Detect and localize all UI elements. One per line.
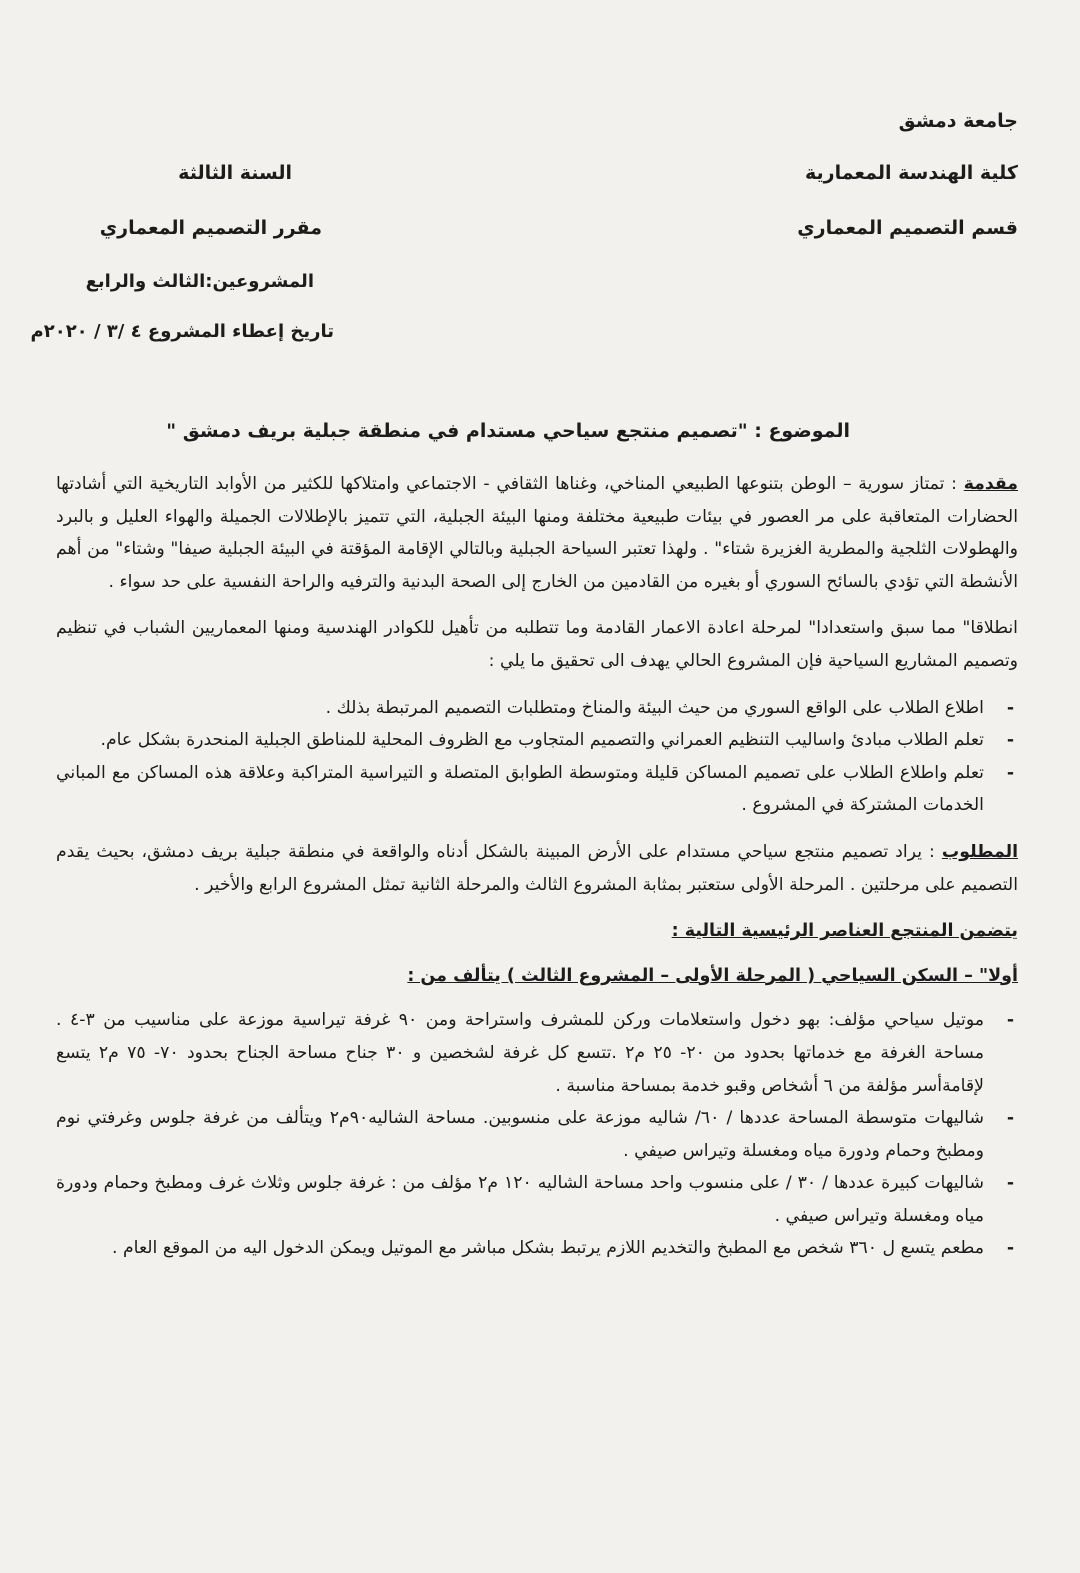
- required-text: : يراد تصميم منتجع سياحي مستدام على الأرض المبينة بالشكل أدناه والواقعة في منطقة جبلية بريف دمشق، بحيث يقدم التصميم على مرحلتين . المرحلة الأولى ستعتبر بمثابة المشروع الثالث والمرحلة الثانية تمثل المشروع الرابع والأخير .: [56, 841, 1018, 895]
- required-paragraph: [56, 836, 1018, 901]
- components-heading: يتضمن المنتجع العناصر الرئيسية التالية :: [671, 921, 1018, 942]
- required-label: المطلوب: [941, 841, 1018, 862]
- purpose-paragraph: انطلاقا" مما سبق واستعدادا" لمرحلة اعادة الاعمار القادمة وما تتطلبه من تأهيل للكوادر الهندسية ومنها المعماريين الشباب في تنظيم وتصميم المشاريع السياحية فإن المشروع الحالي يهدف الى تحقيق ما يلي :: [56, 618, 1018, 671]
- issue-date: تاريخ إعطاء المشروع ٤ /٣ / ٢٠٢٠م: [30, 321, 334, 342]
- course-name: مقرر التصميم المعماري: [99, 217, 322, 239]
- section1-list: [56, 1004, 1018, 1265]
- list-item: - موتيل سياحي مؤلف: بهو دخول واستعلامات وركن للمشرف واستراحة ومن ٩٠ غرفة تيراسية موزعة على مناسيب من ٣-٤ . مساحة الغرفة مع خدماتها بحدود من ٢٠- ٢٥ م٢ .تتسع كل غرفة لشخصين و ٣٠ جناح مساحة الجناح بحدود ٧٠- ٧٥ م٢ يتسع لإقامةأسر مؤلفة من ٦ أشخاص وقبو خدمة بمساحة مناسبة .: [56, 1004, 1018, 1102]
- list-item: - اطلاع الطلاب على الواقع السوري من حيث البيئة والمناخ ومتطلبات التصميم المرتبطة بذلك .: [56, 692, 1018, 725]
- list-item: - شاليهات متوسطة المساحة عددها / ٦٠/ شاليه موزعة على منسوبين. مساحة الشاليه٩٠م٢ ويتألف من غرفة جلوس وغرفتي نوم ومطبخ وحمام ودورة مياه ومغسلة وتيراس صيفي .: [56, 1102, 1018, 1167]
- list-item: - تعلم واطلاع الطلاب على تصميم المساكن قليلة ومتوسطة الطوابق المتصلة و التيراسية المتراكبة وعلاقة هذه المساكن مع المباني الخدمات المشتركة في المشروع .: [56, 757, 1018, 822]
- intro-label: مقدمة: [963, 474, 1018, 494]
- subject-title: الموضوع : "تصميم منتجع سياحي مستدام في منطقة جبلية بريف دمشق ": [166, 420, 850, 442]
- list-item: - شاليهات كبيرة عددها / ٣٠ / على منسوب واحد مساحة الشاليه ١٢٠ م٢ مؤلف من : غرفة جلوس وثلاث غرف ومطبخ وحمام ودورة مياه ومغسلة وتيراس صيفي .: [56, 1167, 1018, 1232]
- intro-text: : تمتاز سورية – الوطن بتنوعها الطبيعي المناخي، وغناها الثقافي - الاجتماعي وامتلاكها للكثير من الأوابد التاريخية التي أشادتها الحضارات المتعاقبة على مر العصور في بيئات طبيعية مختلفة ومنها البيئة الجبلية، التي تتميز بالإطلالات الجميلة والهواء العليل و بالبرد والهطولات الثلجية والمطرية الغزيرة شتاء" . ولهذا تعتبر السياحة الجبلية وبالتالي الإقامة المؤقتة في البيئة الجبلية صيفا" وشتاء" من أهم الأنشطة التي تؤدي بالسائح السوري أو بغيره من القادمين من الخارج إلى الصحة البدنية والترفيه والراحة النفسية على حد سواء .: [56, 474, 1018, 592]
- department-name: قسم التصميم المعماري: [797, 217, 1018, 239]
- goals-list: [56, 692, 1018, 822]
- projects-line: المشروعين:الثالث والرابع: [85, 271, 314, 292]
- university-name: جامعة دمشق: [898, 110, 1018, 132]
- section1-heading: أولا" – السكن السياحي ( المرحلة الأولى – المشروع الثالث ) يتألف من :: [407, 965, 1018, 986]
- list-item: - تعلم الطلاب مبادئ واساليب التنظيم العمراني والتصميم المتجاوب مع الظروف المحلية للمناطق الجبلية المنحدرة بشكل عام.: [56, 724, 1018, 757]
- intro-paragraph: [56, 468, 1018, 598]
- document-body: [56, 468, 1018, 1279]
- list-item: - مطعم يتسع ل ٣٦٠ شخص مع المطبخ والتخديم اللازم يرتبط بشكل مباشر مع الموتيل ويمكن الدخول اليه من الموقع العام .: [56, 1232, 1018, 1265]
- academic-year: السنة الثالثة: [178, 162, 292, 184]
- faculty-name: كلية الهندسة المعمارية: [804, 162, 1018, 184]
